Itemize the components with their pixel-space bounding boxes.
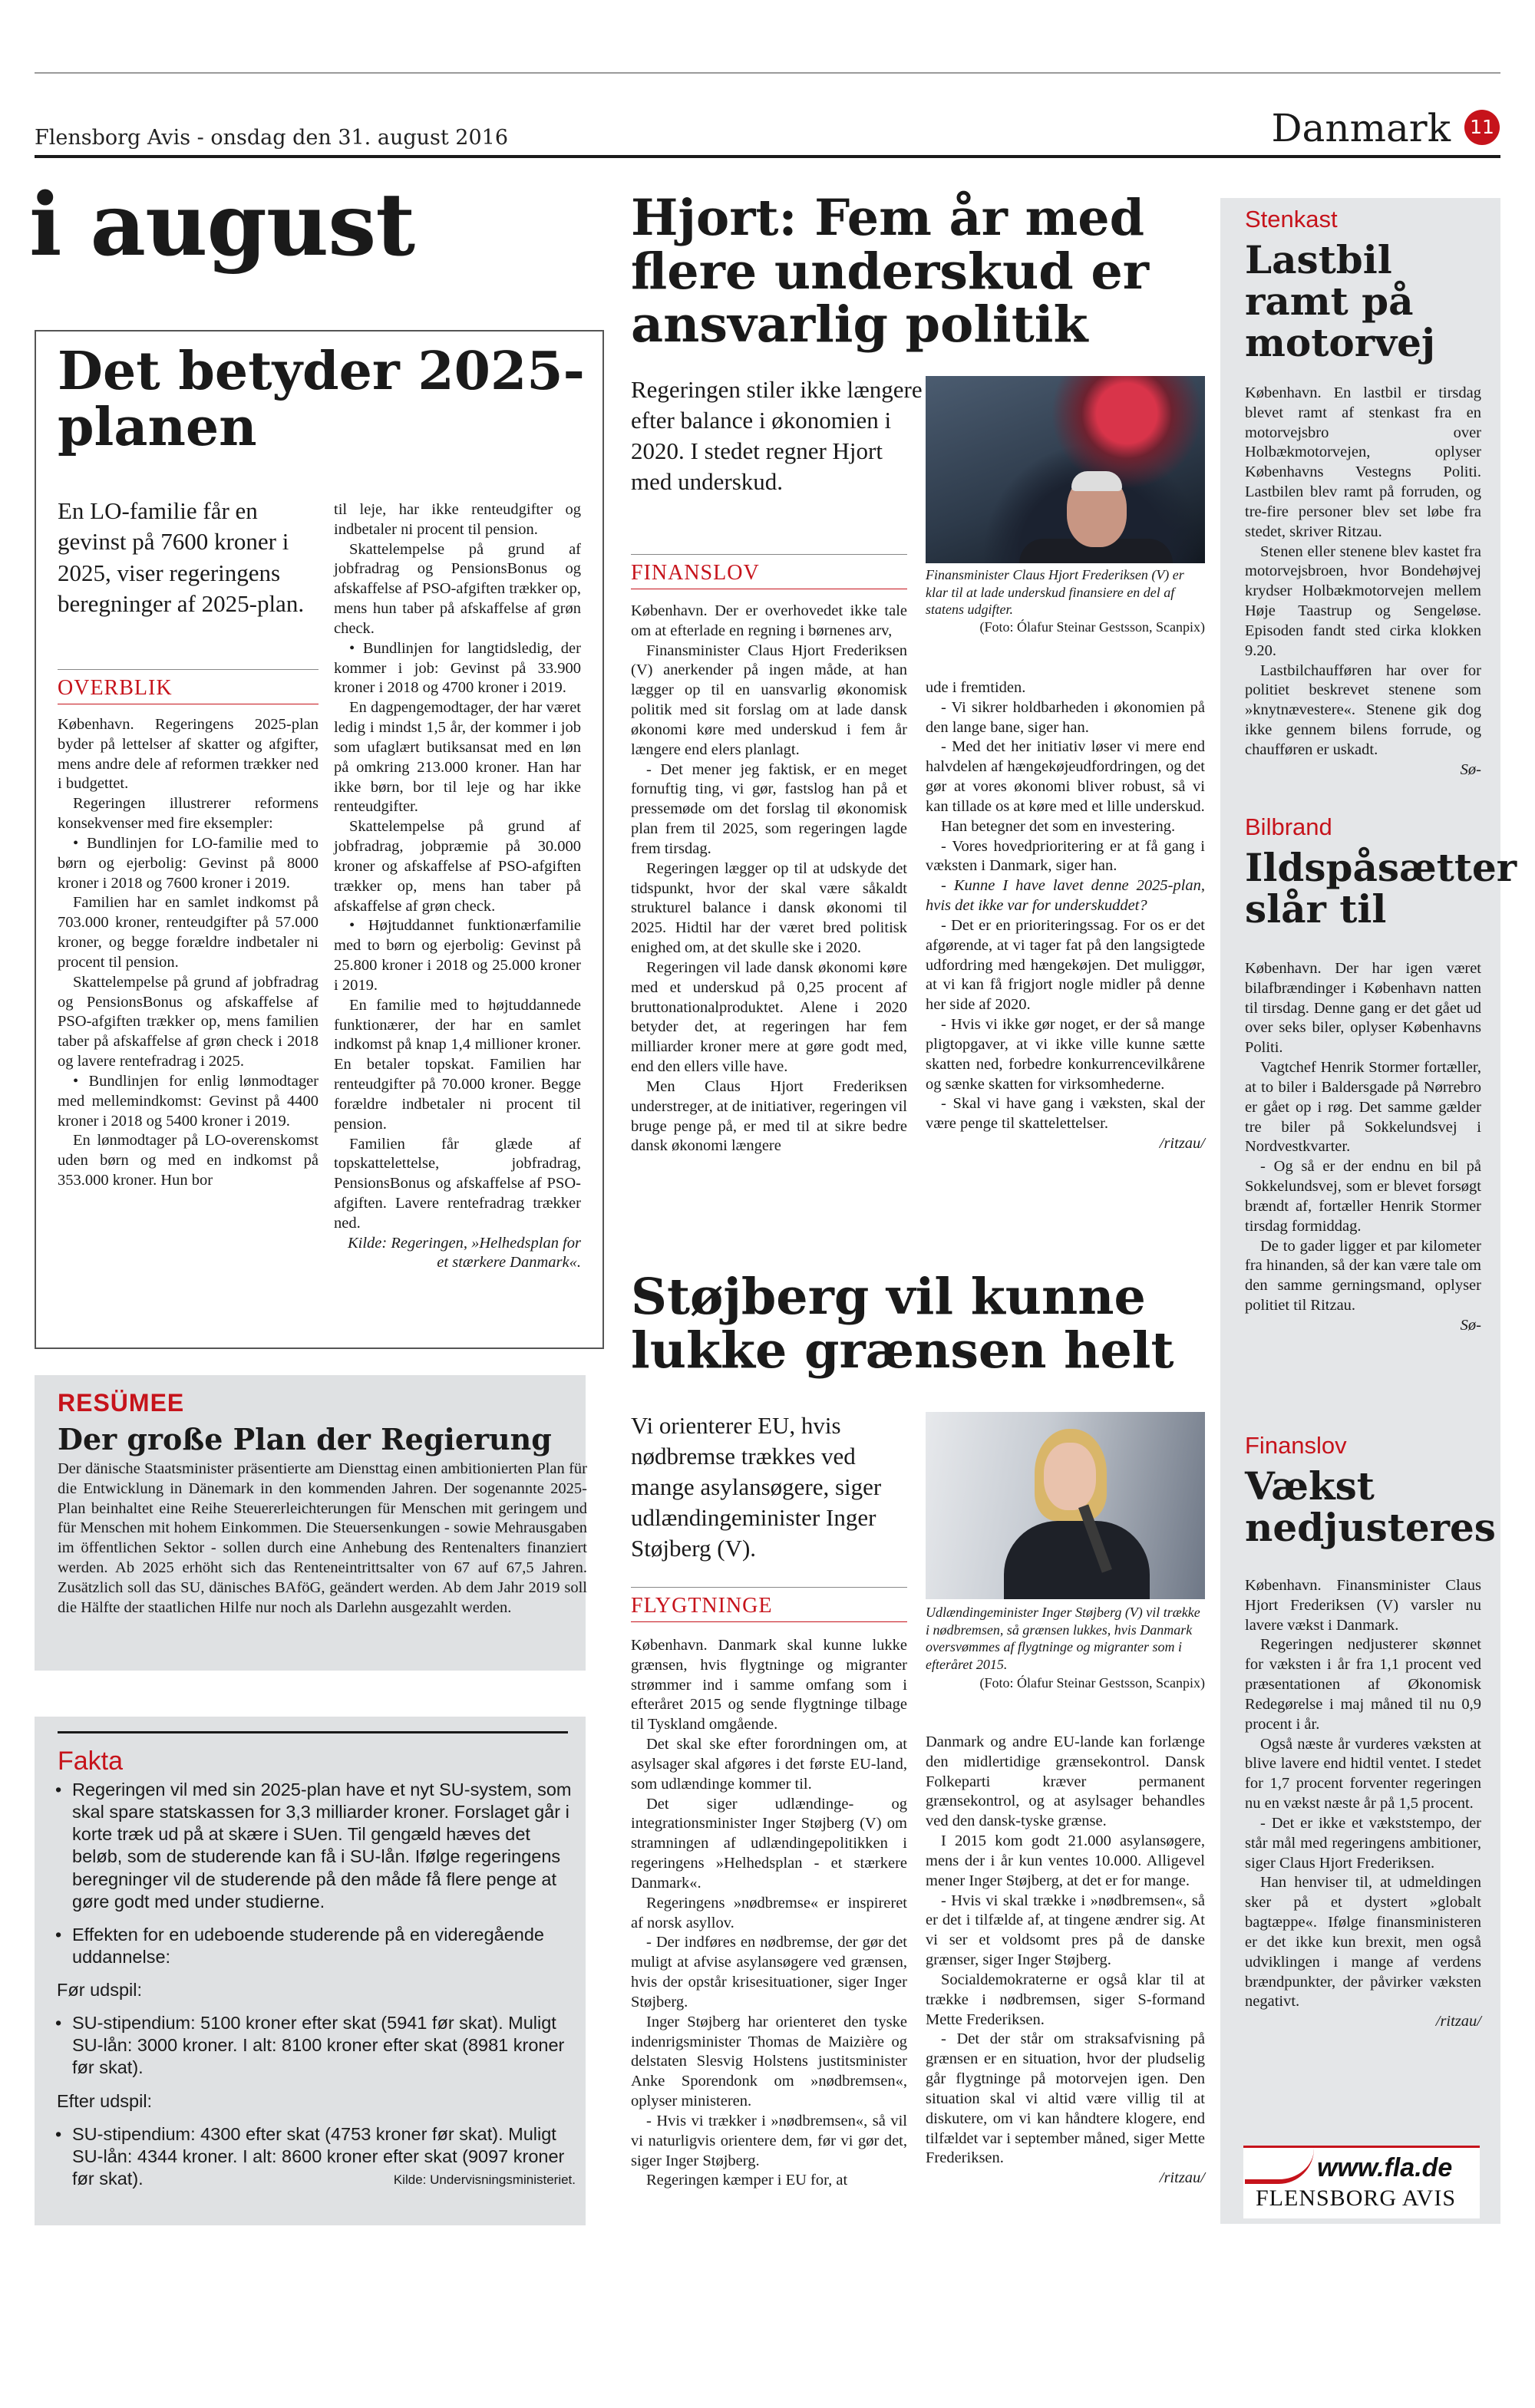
paragraph: - Skal vi have gang i væksten, skal der være penge til skattelettelser. <box>926 1095 1205 1133</box>
paragraph: Familien får glæde af topskattelettelse, jobfradrag, PensionsBonus og afskaffelse af PSO-afgiften. Lavere rentefradrag trækker ned. <box>334 1135 581 1232</box>
paragraph: Regeringen illustrerer reformens konsekvenser med fire eksempler: <box>58 795 319 833</box>
bilbrand-signature: Sø- <box>1460 1316 1481 1334</box>
paragraph: til leje, har ikke renteudgifter og indbetaler ni procent til pension. <box>334 501 581 538</box>
paragraph: København. Der er overhovedet ikke tale om at efterlade en regning i børnenes arv, <box>631 602 907 639</box>
stojberg-lead: Vi orienterer EU, hvis nødbremse trækkes ved mange asylansøgere, siger udlændingeminister Inger Støjberg (V). <box>631 1412 882 1562</box>
paragraph: Vagtchef Henrik Stormer fortæller, at to biler i Baldersgade på Nørrebro er gået op i røg. Det samme gælder tre biler på Sokkelundsvej i Nordvestkvarter. <box>1245 1059 1481 1156</box>
paragraph: Regeringen lægger op til at udskyde det tidspunkt, hvor der skal være såkaldt strukturel balance i dansk økonomi til 2025. Hidtil har der været bred politisk enighed om, at det skulle ske i 2020. <box>631 859 907 957</box>
paragraph: Danmark og andre EU-lande kan forlænge den midlertidige grænsekontrol. Dansk Folkeparti kræver permanent grænsekontrol, og at asylsager behandles ved den dansk-tyske grænse. <box>926 1733 1205 1830</box>
paragraph: - Og så er der endnu en bil på Sokkelundsvej, som er blevet forsøgt brændt af, fortæller Henrik Stormer tirsdag formiddag. <box>1245 1158 1481 1235</box>
paragraph: Inger Støjberg har orienteret den tyske indenrigsminister Thomas de Maizière og delstaten Slesvig Holstens justitsminister Anke Sporendonk om »nødbremsen«, oplyser ministeren. <box>631 2013 907 2110</box>
stenkast-title: Lastbil ramt på motorvej <box>1245 237 1435 365</box>
paragraph: Det skal ske efter forordningen om, at asylsager skal afgøres i det første EU-land, som udlændinge kommer til. <box>631 1736 907 1793</box>
paragraph: - Der indføres en nødbremse, der gør det muligt at afvise asylansøgere ved grænsen, hvis der opstår krisesituationer, siger Inger Støjberg. <box>631 1934 907 2011</box>
stojberg-headline: Støjberg vil kunne lukke grænsen helt <box>631 1268 1174 1380</box>
logo-name: FLENSBORG AVIS <box>1256 2185 1457 2211</box>
fakta-item: • SU-stipendium: 5100 kroner efter skat (5941 før skat). Muligt SU-lån: 3000 kroner. I alt: 8100 kroner efter skat (8981 kroner før skat). <box>54 2012 576 2079</box>
paragraph: - Hvis vi ikke gør noget, er der så mange pligtopgaver, at vi ikke ville kunne sætte skatten ned, forbedre konkurrencevilkårene og sænke skatten for virksomhederne. <box>926 1016 1205 1093</box>
finanslov-body <box>1245 1576 1481 2032</box>
stojberg-signature: /ritzau/ <box>1159 2169 1205 2187</box>
paragraph: - Vores hovedprioritering er at få gang i væksten i Danmark, siger han. <box>926 837 1205 875</box>
kicker-top-rule <box>58 669 319 670</box>
fakta-item <box>54 2123 576 2190</box>
hjort-kicker: FINANSLOV <box>631 561 760 585</box>
paragraph: - Med det her initiativ løser vi mere end halvdelen af hængekøjeudfordringen, og det gør at vores økonomi bliver robust, så vi kan tillade os at køre med et lille underskud. <box>926 738 1205 815</box>
stenkast-body <box>1245 384 1481 780</box>
paragraph: Regeringen kæmper i EU for, at <box>646 2172 848 2189</box>
paragraph: - Det mener jeg faktisk, er en meget fornuftig ting, vi gør, fastslog han på et pressemøde om det forslag til økonomisk plan frem til 2025, som regeringen lagde frem tirsdag. <box>631 760 907 857</box>
paragraph: ude i fremtiden. <box>926 679 1026 696</box>
paragraph: - Kunne I have lavet denne 2025-plan, hvis det ikke var for underskuddet? <box>926 877 1205 915</box>
hjort-kicker-block <box>631 554 907 589</box>
resumee-text: Der dänische Staatsminister präsentierte am Diensttag einen ambitionierten Plan für die Entwicklung in Dänemark in den kommenden Jahren. Der sogenannte 2025-Plan beinhaltet eine Reihe Steuererleichterungen für Menschen mit geringem und für Menschen mit hohem Einkommen. Die Steuersenkungen - sowie Mehrausgaben im öffentlichen Sektor - sollen durch eine Anhebung des Rentenalters finanziert werden. Ab 2025 erhöht sich das Renteneintrittsalter von 67 auf 67,5 Jahren. Zusätzlich soll das SU, dänisches BAföG, geändert werden. Ab dem Jahr 2019 soll die Hälfte der staatlichen Hilfe nur noch als Darlehn ausgezahlt werden. <box>58 1460 587 1616</box>
stojberg-credit: (Foto: Ólafur Steinar Gestsson, Scanpix) <box>979 1675 1205 1691</box>
paragraph: • Bundlinjen for LO-familie med to børn og ejerbolig: Gevinst på 8000 kroner i 2018 og 7600 kroner i 2019. <box>58 834 319 892</box>
paragraph: - Det er ikke et vækststempo, der står mål med regeringens ambitioner, siger Claus Hjort Frederiksen. <box>1245 1814 1481 1872</box>
paragraph: København. Danmark skal kunne lukke grænsen, hvis flygtninge og migranter strømmer ind i samme omfang som i efteråret 2015 og sende flygtninge tilbage til Tyskland omgående. <box>631 1637 907 1733</box>
paragraph: Regeringen vil lade dansk økonomi køre med et underskud på 0,25 procent af bruttonationalproduktet. Alene i 2020 betyder det, at regeringen har fem milliarder kroner mere at gøre godt med, end den ellers ville have. <box>631 958 907 1076</box>
fakta-rule <box>58 1731 568 1733</box>
paragraph: København. En lastbil er tirsdag blevet ramt af stenkast fra en motorvejsbro over Holbækmotorvejen, oplyser Københavns Vestegns Politi. Lastbilen blev ramt på forruden, og tre-fire personer blev set løbe fra stedet, skriver Ritzau. <box>1245 384 1481 540</box>
fakta-item-text: SU-stipendium: 4300 efter skat (4753 kroner før skat). Muligt SU-lån: 4344 kroner. I alt: 8600 kroner efter skat (9097 kroner før skat). <box>72 2123 565 2189</box>
paragraph: De to gader ligger et par kilometer fra hinanden, så der kan være tale om den samme gerningsmand, oplyser politiet til Ritzau. <box>1245 1237 1481 1315</box>
fakta-source: Kilde: Undervisningsministeriet. <box>393 2172 576 2187</box>
photo-figure-body <box>1004 1521 1150 1599</box>
paragraph: Regeringens »nødbremse« er inspireret af norsk asyllov. <box>631 1894 907 1931</box>
hjort-credit: (Foto: Ólafur Steinar Gestsson, Scanpix) <box>979 619 1205 635</box>
fakta-title: Fakta <box>58 1747 124 1776</box>
stojberg-column-1 <box>631 1636 907 2191</box>
kicker-bottom-rule <box>631 1621 907 1622</box>
paragraph: - Hvis vi trækker i »nødbremsen«, så vil vi naturligvis orientere dem, før vi gør det, siger Inger Støjberg. <box>631 2112 907 2169</box>
plan-kicker-block <box>58 669 319 704</box>
paragraph: Skattelempelse på grund af jobfradrag og PensionsBonus og afskaffelse af PSO-afgiften trækker op, mens familien taber på afskaffelse af grøn check i 2018 og lavere rentefradrag i 2025. <box>58 973 319 1070</box>
kicker-top-rule <box>631 554 907 555</box>
bilbrand-title: Ildspåsætter slår til <box>1245 845 1517 932</box>
paragraph: - Det der står om straksafvisning på grænsen er en situation, hvor der pludselig går flygtninge på motorvejen igen. Den situation skal vi altid være villig til at diskutere, om vi kan håndtere klogere, end tilfældet var i september måned, siger Mette Frederiksen. <box>926 2030 1205 2167</box>
paragraph: Men Claus Hjort Frederiksen understreger, at de initiativer, regeringen vil bruge penge på, er med til at sikre bedre dansk økonomi længere <box>631 1077 907 1155</box>
bilbrand-body <box>1245 959 1481 1336</box>
header-rule <box>35 155 1500 158</box>
stojberg-column-2 <box>926 1733 1205 2189</box>
plan-source: Kilde: Regeringen, »Helhedsplan for et stærkere Danmark«. <box>347 1234 581 1272</box>
paragraph: Stenen eller stenene blev kastet fra motorvejsbroen, hvor Bondehøjvej krydser Holbækmotorvejen mellem Høje Taastrup og Sengeløse. Episoden fandt sted cirka klokken 9.20. <box>1245 543 1481 659</box>
paragraph: En familie med to højtuddannede funktionærer, der har en samlet indkomst på knap 1,4 millioner kroner. En betaler topskat. Familien har renteudgifter på 70.000 kroner. Begge forældre indbetaler ni procent til pension. <box>334 996 581 1133</box>
plan-kicker: OVERBLIK <box>58 676 173 700</box>
paragraph: København. Finansminister Claus Hjort Frederiksen (V) varsler nu lavere vækst i Danmark. <box>1245 1577 1481 1634</box>
hjort-lead: Regeringen stiler ikke længere efter balance i økonomien i 2020. I stedet regner Hjort med underskud. <box>631 376 923 495</box>
fakta-list <box>54 1779 576 2190</box>
paragraph: • Bundlinjen for enlig lønmodtager med mellemindkomst: Gevinst på 4400 kroner i 2018 og 5400 kroner i 2019. <box>58 1072 319 1130</box>
plan-column-2 <box>334 500 581 1273</box>
plan-box-title: Det betyder 2025-planen <box>58 341 585 459</box>
paragraph: København. Regeringens 2025-plan byder på lettelser af skatter og afgifter, mens andre dele af reformen trækker ned i budgettet. <box>58 716 319 793</box>
paragraph: - Vi sikrer holdbarheden i økonomien på den lange bane, siger han. <box>926 698 1205 736</box>
paragraph: Lastbilchaufføren har over for politiet beskrevet stenene som »knytnævesterе«. Stenene gik dog ikke gennem bilens forrude, og chaufføren er uskadt. <box>1245 661 1481 758</box>
finanslov-signature: /ritzau/ <box>1435 2013 1481 2030</box>
plan-box-lead: En LO-familie får en gevinst på 7600 kroner i 2025, viser regeringens beregninger af 2025-plan. <box>58 497 305 617</box>
stenkast-kicker: Stenkast <box>1245 206 1338 233</box>
top-rule <box>35 72 1500 74</box>
resumee-title: Der große Plan der Regierung <box>58 1422 552 1456</box>
stojberg-kicker: FLYGTNINGE <box>631 1594 773 1618</box>
kicker-top-rule <box>631 1587 907 1588</box>
stojberg-kicker-block <box>631 1587 907 1622</box>
finanslov-kicker: Finanslov <box>1245 1432 1347 1459</box>
paragraph: København. Der har igen været bilafbrændinger i København natten til tirsdag. Denne gang er det gået ud over seks biler, oplyser Københavns Politi. <box>1245 960 1481 1057</box>
paragraph: Det siger udlændinge- og integrationsminister Inger Støjberg (V) om stramningen af udlændingepolitikken i regeringens »Helhedsplan - et stærkere Danmark«. <box>631 1795 907 1892</box>
paragraph: Han henviser til, at udmeldingen sker på et dystert »globalt bagtæppe«. Ifølge finansministeren er det ikke kun brexit, men også udviklingen i mange af verdens brændpunkter, der påvirker væksten negativt. <box>1245 1874 1481 2011</box>
logo-url-link[interactable]: www.fla.de <box>1317 2153 1453 2182</box>
paragraph: Socialdemokraterne er også klar til at trække i nødbremsen, siger S-formand Mette Frederiksen. <box>926 1971 1205 2028</box>
paragraph: - Det er en prioriteringssag. For os er det afgørende, at vi tager fat på den langsigtede udfordring med hængekøjen. Det muliggør, at vi kan få frigjort nogle midler på denne her side af 2020. <box>926 916 1205 1014</box>
paragraph: • Bundlinjen for langtidsledig, der kommer i job: Gevinst på 33.900 kroner i 2018 og 4700 kroner i 2019. <box>334 639 581 697</box>
paragraph: Familien har en samlet indkomst på 703.000 kroner, renteudgifter på 57.000 kroner, og begge forældre indbetaler ni procent til pension. <box>58 894 319 971</box>
paragraph: En lønmodtager på LO-overenskomst uden børn og med en indkomst på 353.000 kroner. Hun bor <box>58 1132 319 1189</box>
hjort-caption: Finansminister Claus Hjort Frederiksen (V) er klar til at lade underskud finansiere en del af statens udgifter. <box>926 567 1184 618</box>
photo-figure-hair <box>1071 471 1122 491</box>
paragraph: - Hvis vi skal trække i »nødbremsen«, så er det i tilfælde af, at tingene ændrer sig. At vi ser et voldsomt pres på de danske grænser, siger Inger Støjberg. <box>926 1892 1205 1969</box>
page-number-badge: 11 <box>1464 110 1500 145</box>
paragraph: Han betegner det som en investering. <box>941 817 1176 835</box>
top-headline: i august <box>29 175 415 275</box>
hjort-photo <box>926 376 1205 563</box>
paragraph: I 2015 kom godt 21.000 asylansøgere, mens der i år kun ventes 10.000. Alligevel mener Inger Støjberg, at det er for mange. <box>926 1832 1205 1889</box>
plan-column-1 <box>58 715 319 1191</box>
publication-date: Flensborg Avis - onsdag den 31. august 2016 <box>35 126 509 150</box>
hjort-headline: Hjort: Fem år med flere underskud er ansvarlig politik <box>631 189 1149 355</box>
paragraph: Skattelempelse på grund af jobfradrag, jobpræmie på 30.000 kroner og afskaffelse af PSO-afgiften trækker op, mens han taber på afskaffelse af grøn check. <box>334 818 581 915</box>
paragraph: Regeringen nedjusterer skønnet for væksten i år fra 1,1 procent ved præsentationen af Økonomisk Redegørelse i maj måned til nu 0,9 procent i år. <box>1245 1636 1481 1733</box>
paragraph: Finansminister Claus Hjort Frederiksen (V) anerkender på ingen måde, at han lægger op til en uansvarlig økonomisk politik med sit forslag om at lade dansk økonomi køre med underskud i fem år længere end elers planlagt. <box>631 642 907 758</box>
finanslov-title: Vækst nedjusteres <box>1245 1463 1496 1550</box>
hjort-column-2 <box>926 678 1205 1154</box>
hjort-signature: /ritzau/ <box>1159 1135 1205 1153</box>
fakta-item: • Regeringen vil med sin 2025-plan have et nyt SU-system, som skal spare statskassen for 3,3 milliarder kroner. Forslaget går i korte træk ud på at skære i SUen. Til gengæld hæves det beløb, som de studerende kan få i SU-lån. Ifølge regeringens beregninger vil de studerende på den måde få flere penge at gøre godt med under studierne. <box>54 1779 576 1913</box>
paragraph: Skattelempelse på grund af jobfradrag og PensionsBonus og afskaffelse af PSO-afgiften trækker op, mens hun taber på afskaffelse af grøn check. <box>334 540 581 637</box>
hjort-column-1 <box>631 602 907 1156</box>
resumee-kicker: RESÜMEE <box>58 1389 185 1417</box>
stenkast-signature: Sø- <box>1460 760 1481 778</box>
paragraph: • Højtuddannet funktionærfamilie med to børn og ejerbolig: Gevinst på 25.800 kroner i 2018 og 25.000 kroner i 2019. <box>334 917 581 994</box>
fakta-item: Før udspil: <box>57 1980 142 2000</box>
photo-figure-face <box>1044 1443 1096 1510</box>
bilbrand-kicker: Bilbrand <box>1245 813 1332 840</box>
paragraph: Også næste år vurderes væksten at blive lavere end hidtil ventet. I stedet for 1,7 procent forventer regeringen nu en vækst næste år på 1,5 procent. <box>1245 1735 1481 1813</box>
paragraph: En dagpengemodtager, der har været ledig i mindst 1,5 år, der kommer i job som ufaglært butiksansat med en løn på omkring 213.000 kroner. Han har ikke børn, bor til leje og har ikke renteudgifter. <box>334 699 581 816</box>
stojberg-caption: Udlændingeminister Inger Støjberg (V) vil trække i nødbremsen, så grænsen lukkes, hvis Danmark oversvømmes af flygtninge og migranter som i efteråret 2015. <box>926 1605 1200 1673</box>
section-title: Danmark <box>1271 106 1451 150</box>
fakta-item: • Effekten for en udeboende studerende på en videregående uddannelse: <box>54 1924 576 1968</box>
fakta-item: Efter udspil: <box>57 2090 153 2111</box>
